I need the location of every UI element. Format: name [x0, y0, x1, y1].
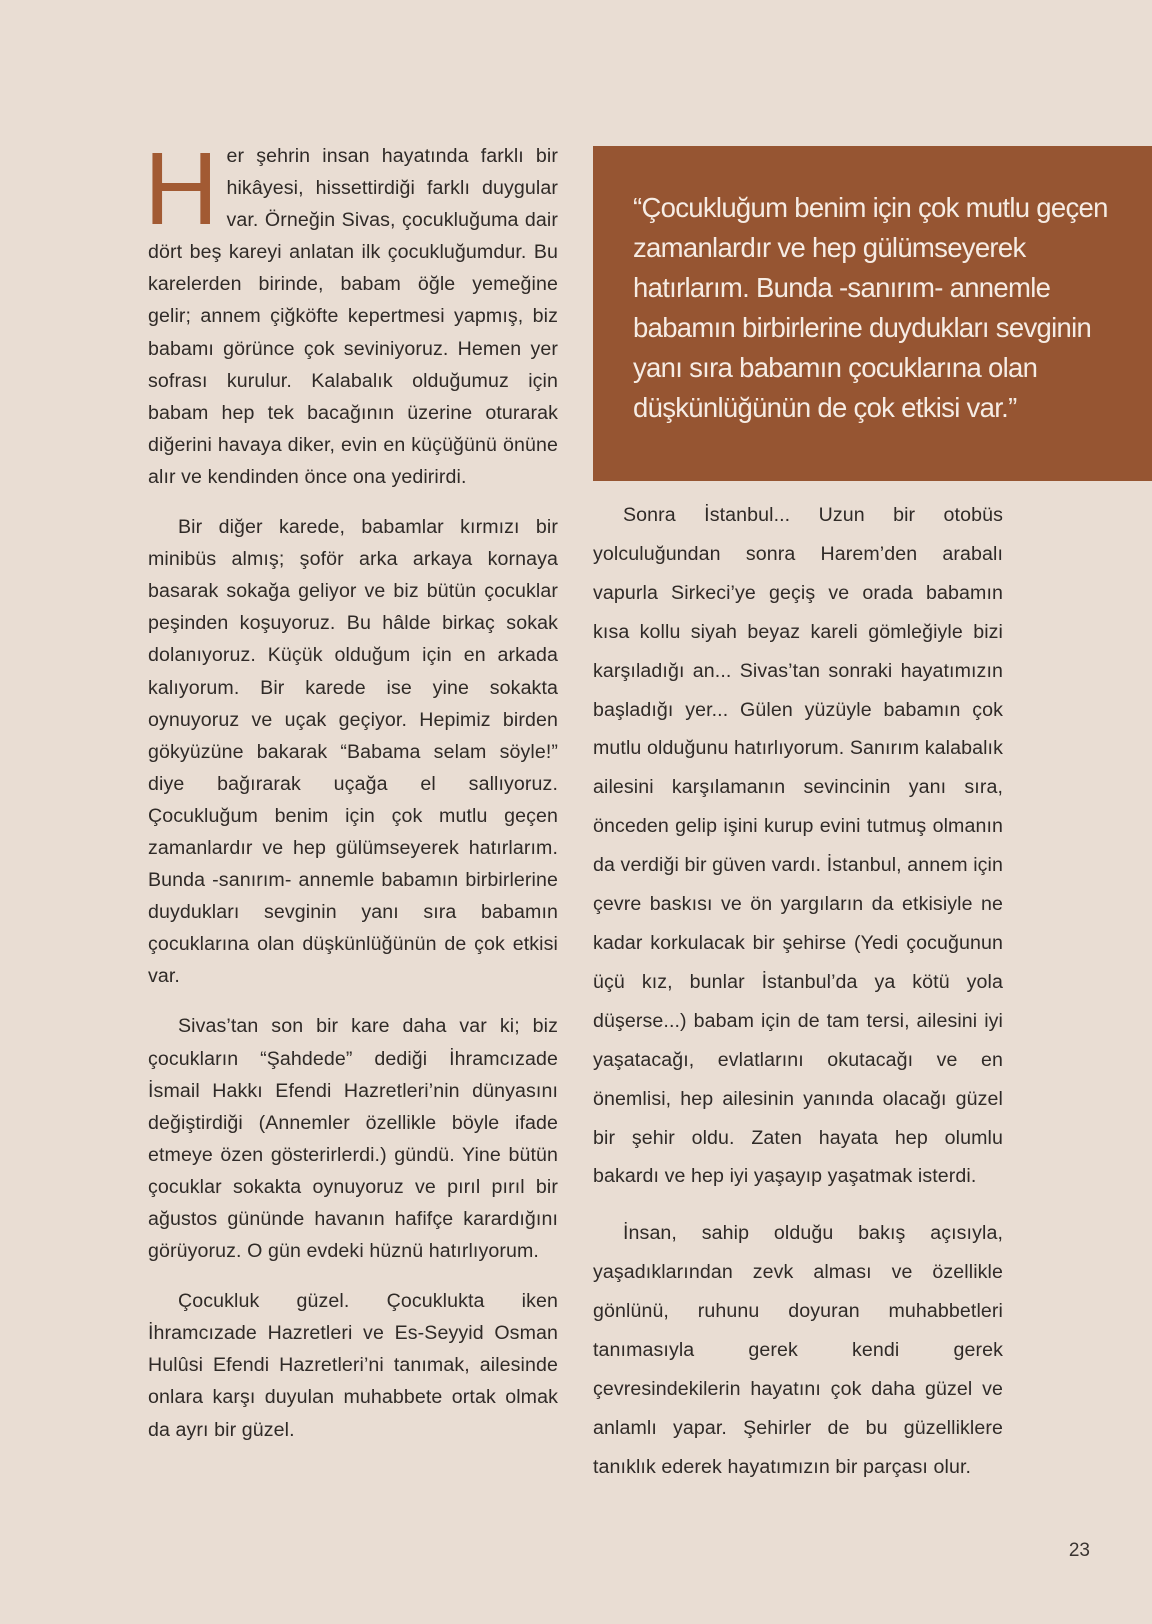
pull-quote-box — [593, 146, 1152, 481]
left-column — [144, 131, 558, 1446]
drop-cap: H — [144, 131, 219, 246]
page-number: 23 — [1068, 1540, 1090, 1561]
right-column-body — [593, 496, 1003, 1487]
paragraph-5: Sonra İstanbul... Uzun bir otobüs yolculuğundan sonra Harem’den arabalı vapurla Sirkeci’ye geçiş ve orada babamın kısa kollu siyah beyaz kareli gömleğiyle bizi karşıladığı an... Sivas’tan sonraki hayatımızın başladığı yer... Gülen yüzüyle babamın çok mutlu olduğunu hatırlıyorum. Sanırım kalabalık ailesini karşılamanın sevincinin yanı sıra, önceden gelip işini kurup evini tutmuş olmanın da verdiği bir güven vardı. İstanbul, annem için çevre baskısı ve ön yargıların da etkisiyle ne kadar korkulacak bir şehirse (Yedi çocuğunun üçü kız, bunlar İstanbul’da ya kötü yola düşerse...) babam için de tam tersi, ailesini iyi yaşatacağı, evlatlarını okutacağı ve en önemlisi, hep ailesinin yanında olacağı güzel bir şehir oldu. Zaten hayata hep olumlu bakardı ve hep iyi yaşayıp yaşatmak isterdi. — [593, 504, 1003, 1188]
paragraph-6: İnsan, sahip olduğu bakış açısıyla, yaşadıklarından zevk alması ve özellikle gönlünü, ruhunu doyuran muhabbetleri tanımasıyla gerek kendi gerek çevresindekilerin hayatını çok daha güzel ve anlamlı yapar. Şehirler de bu güzelliklere tanıklık ederek hayatımızın bir parçası olur. — [593, 1222, 1003, 1478]
paragraph-3: Sivas’tan son bir kare daha var ki; biz çocukların “Şahdede” dediği İhramcızade İsmail Hakkı Efendi Hazretleri’nin dünyasını değiştirdiği (Annemler özellikle böyle ifade etmeye özen gösterirlerdi.) gündü. Yine bütün çocuklar sokakta oynuyoruz ve pırıl pırıl bir ağustos gününde havanın hafifçe karardığını görüyoruz. O gün evdeki hüznü hatırlıyorum. — [148, 1015, 558, 1263]
pull-quote-text: “Çocukluğum benim için çok mutlu geçen zamanlardır ve hep gülümseyerek hatırlarım. Bunda -sanırım- annemle babamın birbirlerine duydukları sevginin yanı sıra babamın çocuklarına olan düşkünlüğünün de çok etkisi var.” — [633, 192, 1108, 423]
paragraph-1 — [144, 131, 558, 493]
paragraph-2: Bir diğer karede, babamlar kırmızı bir minibüs almış; şoför arka arkaya kornaya basarak sokağa geliyor ve biz bütün çocuklar peşinden koşuyoruz. Bu hâlde birkaç sokak dolanıyoruz. Küçük olduğum için en arkada kalıyorum. Bir karede ise yine sokakta oynuyoruz ve uçak geçiyor. Hepimiz birden gökyüzüne bakarak “Babama selam söyle!” diye bağırarak uçağa el sallıyoruz. Çocukluğum benim için çok mutlu geçen zamanlardır ve hep gülümseyerek hatırlarım. Bunda -sanırım- annemle babamın birbirlerine duydukları sevginin yanı sıra babamın çocuklarına olan düşkünlüğünün de çok etkisi var. — [148, 516, 558, 988]
paragraph-4: Çocukluk güzel. Çocuklukta iken İhramcızade Hazretleri ve Es-Seyyid Osman Hulûsi Efendi Hazretleri’ni tanımak, ailesinde onlara karşı duyulan muhabbete ortak olmak da ayrı bir güzel. — [148, 1290, 558, 1441]
paragraph-1-text: er şehrin insan hayatında farklı bir hikâyesi, hissettirdiği farklı duygular var. Örneğin Sivas, çocukluğuma dair dört beş kareyi anlatan ilk çocukluğumdur. Bu karelerden birinde, babam öğle yemeğine gelir; annem çiğköfte kepertmesi yapmış, biz babamı görünce çok seviniyoruz. Hemen yer sofrası kurulur. Kalabalık olduğumuz için babam hep tek bacağının üzerine oturarak diğerini havaya diker, evin en küçüğünü önüne alır ve kendinden önce ona yedirirdi. — [148, 145, 558, 488]
